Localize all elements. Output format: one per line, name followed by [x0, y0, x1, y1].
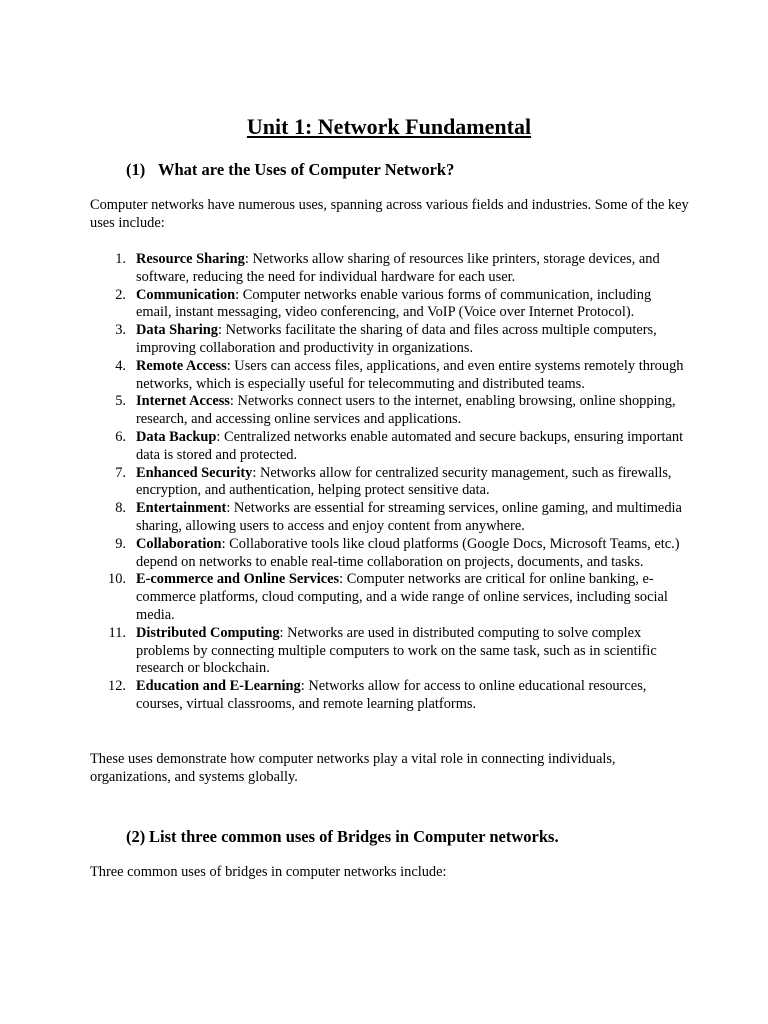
list-item-number: 3.: [115, 322, 126, 339]
list-item-text: : Networks allow sharing of resources like printers, storage devices, and software, reducing the need for individual hardware for each user.: [136, 251, 660, 285]
list-item-number: 5.: [115, 393, 126, 410]
list-item-number: 8.: [115, 500, 126, 517]
section-1-number: (1): [126, 160, 146, 179]
list-item: [90, 536, 686, 572]
section-1-intro: Computer networks have numerous uses, spanning across various fields and industries. Some of the key uses include:: [90, 197, 689, 231]
list-item-number: 6.: [115, 428, 126, 445]
list-item-number: 9.: [115, 535, 126, 552]
list-item-term: Enhanced Security: [136, 464, 253, 481]
section-1-heading: [126, 160, 454, 180]
list-item: [90, 678, 686, 714]
list-item-number: 10.: [108, 571, 126, 588]
list-item: [90, 571, 686, 624]
list-item-text: : Users can access files, applications, and even entire systems remotely through networks, which is especially useful for telecommuting and distributed teams.: [136, 357, 684, 392]
document-title: Unit 1: Network Fundamental: [246, 114, 532, 139]
section-1-heading-text: What are the Uses of Computer Network?: [158, 160, 455, 179]
section-2-heading: [126, 827, 559, 847]
list-item: [90, 358, 686, 394]
list-item-text: : Networks allow for centralized security management, such as firewalls, encryption, and authentication, helping protect sensitive data.: [136, 464, 672, 499]
list-item-number: 2.: [115, 286, 126, 303]
list-item-term: Remote Access: [136, 357, 227, 374]
list-item-term: Entertainment: [136, 500, 227, 517]
list-item-term: Communication: [136, 286, 236, 303]
list-item: [90, 500, 686, 536]
list-item-text: : Networks facilitate the sharing of data and files across multiple computers, improving collaboration and productivity in organizations.: [136, 322, 657, 356]
list-item-term: Data Sharing: [136, 322, 218, 339]
list-item-text: : Centralized networks enable automated and secure backups, ensuring important data is stored and protected.: [136, 428, 684, 463]
list-item-text: : Networks are used in distributed computing to solve complex problems by connecting multiple computers to work on the same task, such as in scientific research or blockchain.: [136, 624, 657, 677]
section-2-intro: Three common uses of bridges in computer networks include:: [90, 864, 447, 880]
list-item-text: : Networks are essential for streaming services, online gaming, and multimedia sharing, allowing users to access and enjoy content from anywhere.: [136, 500, 682, 534]
list-item-term: Collaboration: [136, 535, 222, 552]
uses-list: [90, 251, 686, 714]
list-item-text: : Computer networks enable various forms of communication, including email, instant messaging, video conferencing, and VoIP (Voice over Internet Protocol).: [136, 286, 652, 321]
list-item: [90, 429, 686, 465]
list-item: [90, 393, 686, 429]
list-item-term: Internet Access: [136, 393, 230, 410]
list-item-number: 11.: [108, 624, 126, 641]
list-item-term: E-commerce and Online Services: [136, 571, 340, 588]
list-item: [90, 287, 686, 323]
list-item: [90, 251, 686, 287]
list-item-text: : Collaborative tools like cloud platforms (Google Docs, Microsoft Teams, etc.) depend on networks to enable real-time collaboration on projects, documents, and tasks.: [136, 535, 680, 570]
list-item-text: : Networks connect users to the internet, enabling browsing, online shopping, research, and accessing online services and applications.: [136, 393, 676, 428]
list-item-number: 7.: [115, 464, 126, 481]
list-item-number: 1.: [115, 251, 126, 267]
list-item: [90, 465, 686, 501]
list-item-term: Data Backup: [136, 428, 217, 445]
list-item-text: : Computer networks are critical for online banking, e-commerce platforms, cloud computing, and a wide range of online services, including social media.: [136, 571, 668, 623]
list-item-number: 4.: [115, 357, 126, 374]
list-item-number: 12.: [108, 678, 126, 695]
section-1-closing: These uses demonstrate how computer networks play a vital role in connecting individuals, organizations, and systems globally.: [90, 751, 616, 785]
section-2-heading-text: List three common uses of Bridges in Computer networks.: [149, 827, 559, 846]
list-item-term: Resource Sharing: [136, 251, 245, 267]
list-item-term: Distributed Computing: [136, 624, 280, 641]
list-item: [90, 322, 686, 358]
list-item-text: : Networks allow for access to online educational resources, courses, virtual classrooms, and remote learning platforms.: [136, 678, 647, 712]
section-2-number: (2): [126, 827, 146, 846]
list-item: [90, 625, 686, 678]
list-item-term: Education and E-Learning: [136, 678, 301, 695]
